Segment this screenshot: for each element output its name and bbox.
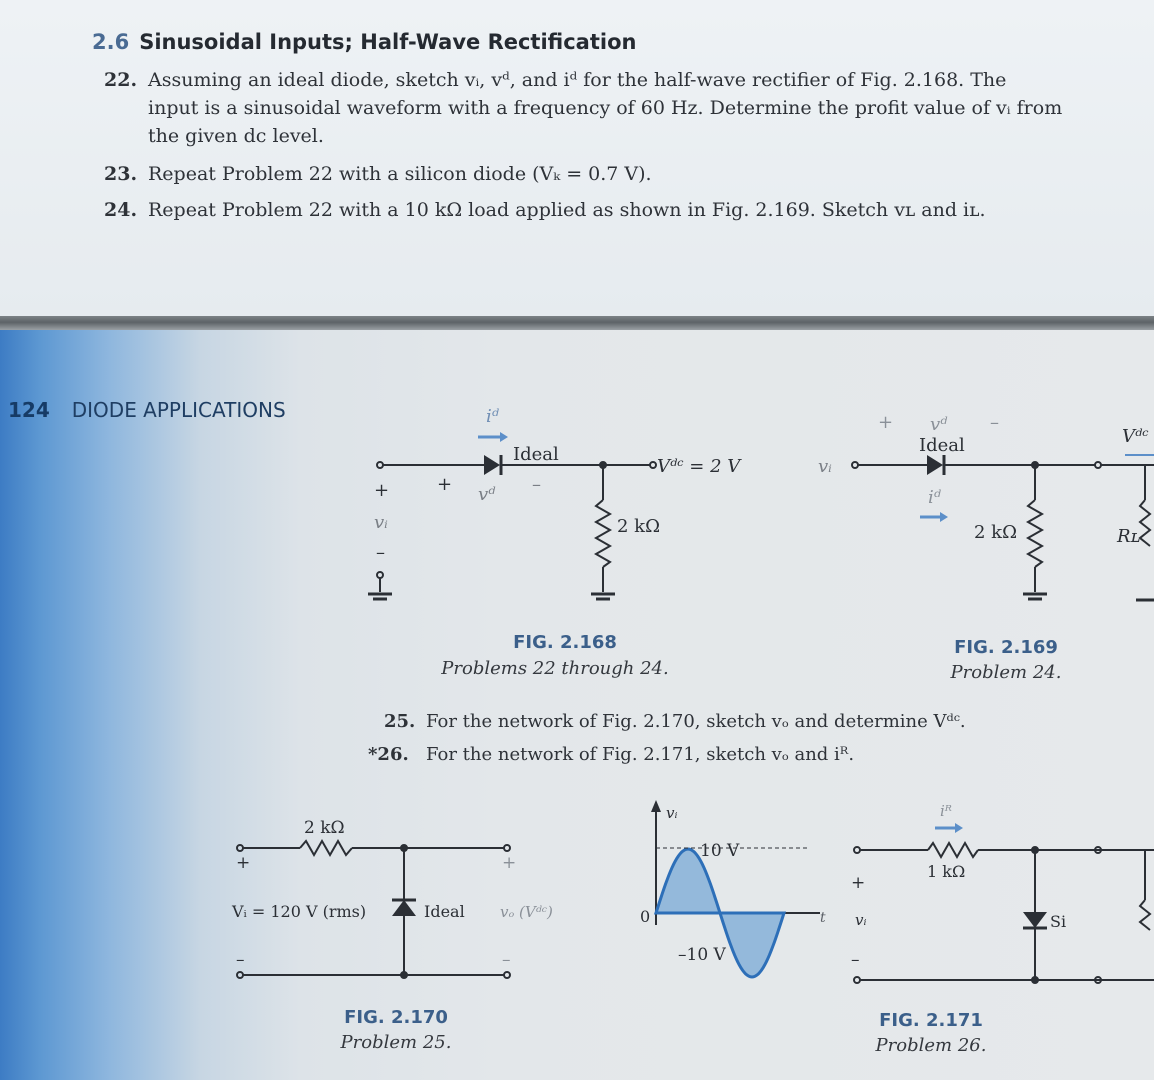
fig-2-168-caption: FIG. 2.168 — [513, 632, 617, 653]
fig168-id-label: iᵈ — [486, 406, 499, 427]
page-number: 124 — [8, 398, 50, 422]
fig168-vdc-label: Vᵈᶜ = 2 V — [657, 456, 741, 477]
fig170-vi-label: Vᵢ = 120 V (rms) — [232, 902, 367, 921]
problem-line: Repeat Problem 22 with a silicon diode (Vₖ = 0.7 V). — [148, 163, 652, 185]
problem-number: 24. — [104, 199, 138, 221]
fig168-res-label: 2 kΩ — [617, 516, 661, 537]
fig169-vd-label: vᵈ — [930, 414, 948, 435]
problem-number: *26. — [368, 744, 409, 765]
problem-25 — [384, 708, 966, 736]
fig-2-170-caption: FIG. 2.170 — [344, 1007, 448, 1028]
problem-line: Repeat Problem 22 with a 10 kΩ load applied as shown in Fig. 2.169. Sketch vʟ and iʟ. — [148, 199, 986, 221]
problem-number: 23. — [104, 163, 138, 185]
problem-number: 25. — [384, 711, 416, 732]
resistor-symbol — [1028, 500, 1042, 567]
resistor-symbol — [300, 841, 352, 855]
wave-pos-label: 10 V — [700, 841, 740, 861]
fig168-vi-label: vᵢ — [374, 512, 388, 533]
fig170-minus-out: – — [502, 950, 511, 970]
fig168-diode-label: Ideal — [513, 444, 559, 465]
fig171-ir-label: iᴿ — [940, 802, 952, 820]
fig170-minus: – — [236, 950, 245, 970]
problem-line: input is a sinusoidal waveform with a frequency of 60 Hz. Determine the profit value of vᵢ from — [148, 97, 1063, 119]
problem-26 — [368, 741, 855, 769]
fig170-plus: + — [236, 853, 251, 873]
chapter-title: DIODE APPLICATIONS — [71, 398, 286, 422]
wave-vi-label: vᵢ — [666, 804, 678, 822]
problem-line: the given dc level. — [148, 125, 324, 147]
current-arrow-icon — [940, 512, 948, 522]
fig169-plus: + — [878, 412, 894, 433]
diode-symbol — [1023, 912, 1047, 928]
fig169-vi-label: vᵢ — [818, 456, 832, 477]
axis-arrow-icon — [651, 800, 661, 812]
fig171-plus: + — [851, 873, 866, 893]
fig171-vi-label: vᵢ — [855, 911, 867, 929]
current-arrow-icon — [955, 823, 963, 833]
problem-line: For the network of Fig. 2.171, sketch vₒ and iᴿ. — [426, 744, 855, 765]
fig-2-169-subcaption: Problem 24. — [950, 662, 1062, 683]
fig168-minus-vd: – — [532, 474, 541, 495]
fig168-minus: – — [376, 542, 385, 563]
resistor-symbol — [596, 500, 610, 567]
fig171-res-label: 1 kΩ — [927, 862, 966, 881]
fig170-vo-label: vₒ (Vᵈᶜ) — [500, 903, 553, 921]
diode-symbol — [392, 900, 416, 916]
problem-line: Assuming an ideal diode, sketch vᵢ, vᵈ, and iᵈ for the half-wave rectifier of Fig. 2.168. The — [148, 69, 1007, 91]
current-arrow-icon — [500, 432, 508, 442]
fig170-res-label: 2 kΩ — [304, 818, 345, 838]
diode-symbol — [484, 455, 500, 475]
sine-negative-half — [720, 913, 784, 977]
fig-2-168-subcaption: Problems 22 through 24. — [441, 658, 669, 679]
fig-2-169-caption: FIG. 2.169 — [954, 637, 1058, 658]
fig171-minus: – — [851, 950, 860, 970]
wave-t-label: t — [820, 910, 826, 926]
fig168-plus-vd: + — [437, 474, 453, 495]
fig170-plus-out: + — [502, 853, 517, 873]
fig169-rl-label: Rʟ — [1117, 526, 1141, 547]
wave-zero-label: 0 — [640, 907, 651, 926]
fig-2-170-subcaption: Problem 25. — [340, 1032, 452, 1053]
fig-2-171-caption: FIG. 2.171 — [879, 1010, 983, 1031]
fig169-res-label: 2 kΩ — [974, 522, 1018, 543]
fig-2-171-subcaption: Problem 26. — [875, 1035, 987, 1056]
resistor-symbol — [928, 843, 978, 857]
fig171-diode-label: Si — [1050, 912, 1067, 931]
problem-line: For the network of Fig. 2.170, sketch vₒ and determine Vᵈᶜ. — [426, 711, 966, 732]
fig170-diode-label: Ideal — [424, 902, 465, 921]
fig169-vdc-label: Vᵈᶜ — [1122, 426, 1149, 447]
wave-neg-label: –10 V — [678, 945, 726, 965]
section-number: 2.6 — [92, 30, 130, 54]
fig169-id-label: iᵈ — [928, 487, 941, 508]
fig168-plus: + — [374, 480, 390, 501]
fig-2-171-circuit — [854, 823, 1154, 983]
section-title: Sinusoidal Inputs; Half-Wave Rectification — [139, 30, 637, 54]
diode-symbol — [927, 455, 943, 475]
fig169-diode-label: Ideal — [919, 435, 965, 456]
fig168-vd-label: vᵈ — [478, 484, 496, 505]
fig-2-168-circuit — [368, 432, 656, 599]
fig169-minus: – — [990, 412, 999, 433]
problem-number: 22. — [104, 69, 138, 91]
